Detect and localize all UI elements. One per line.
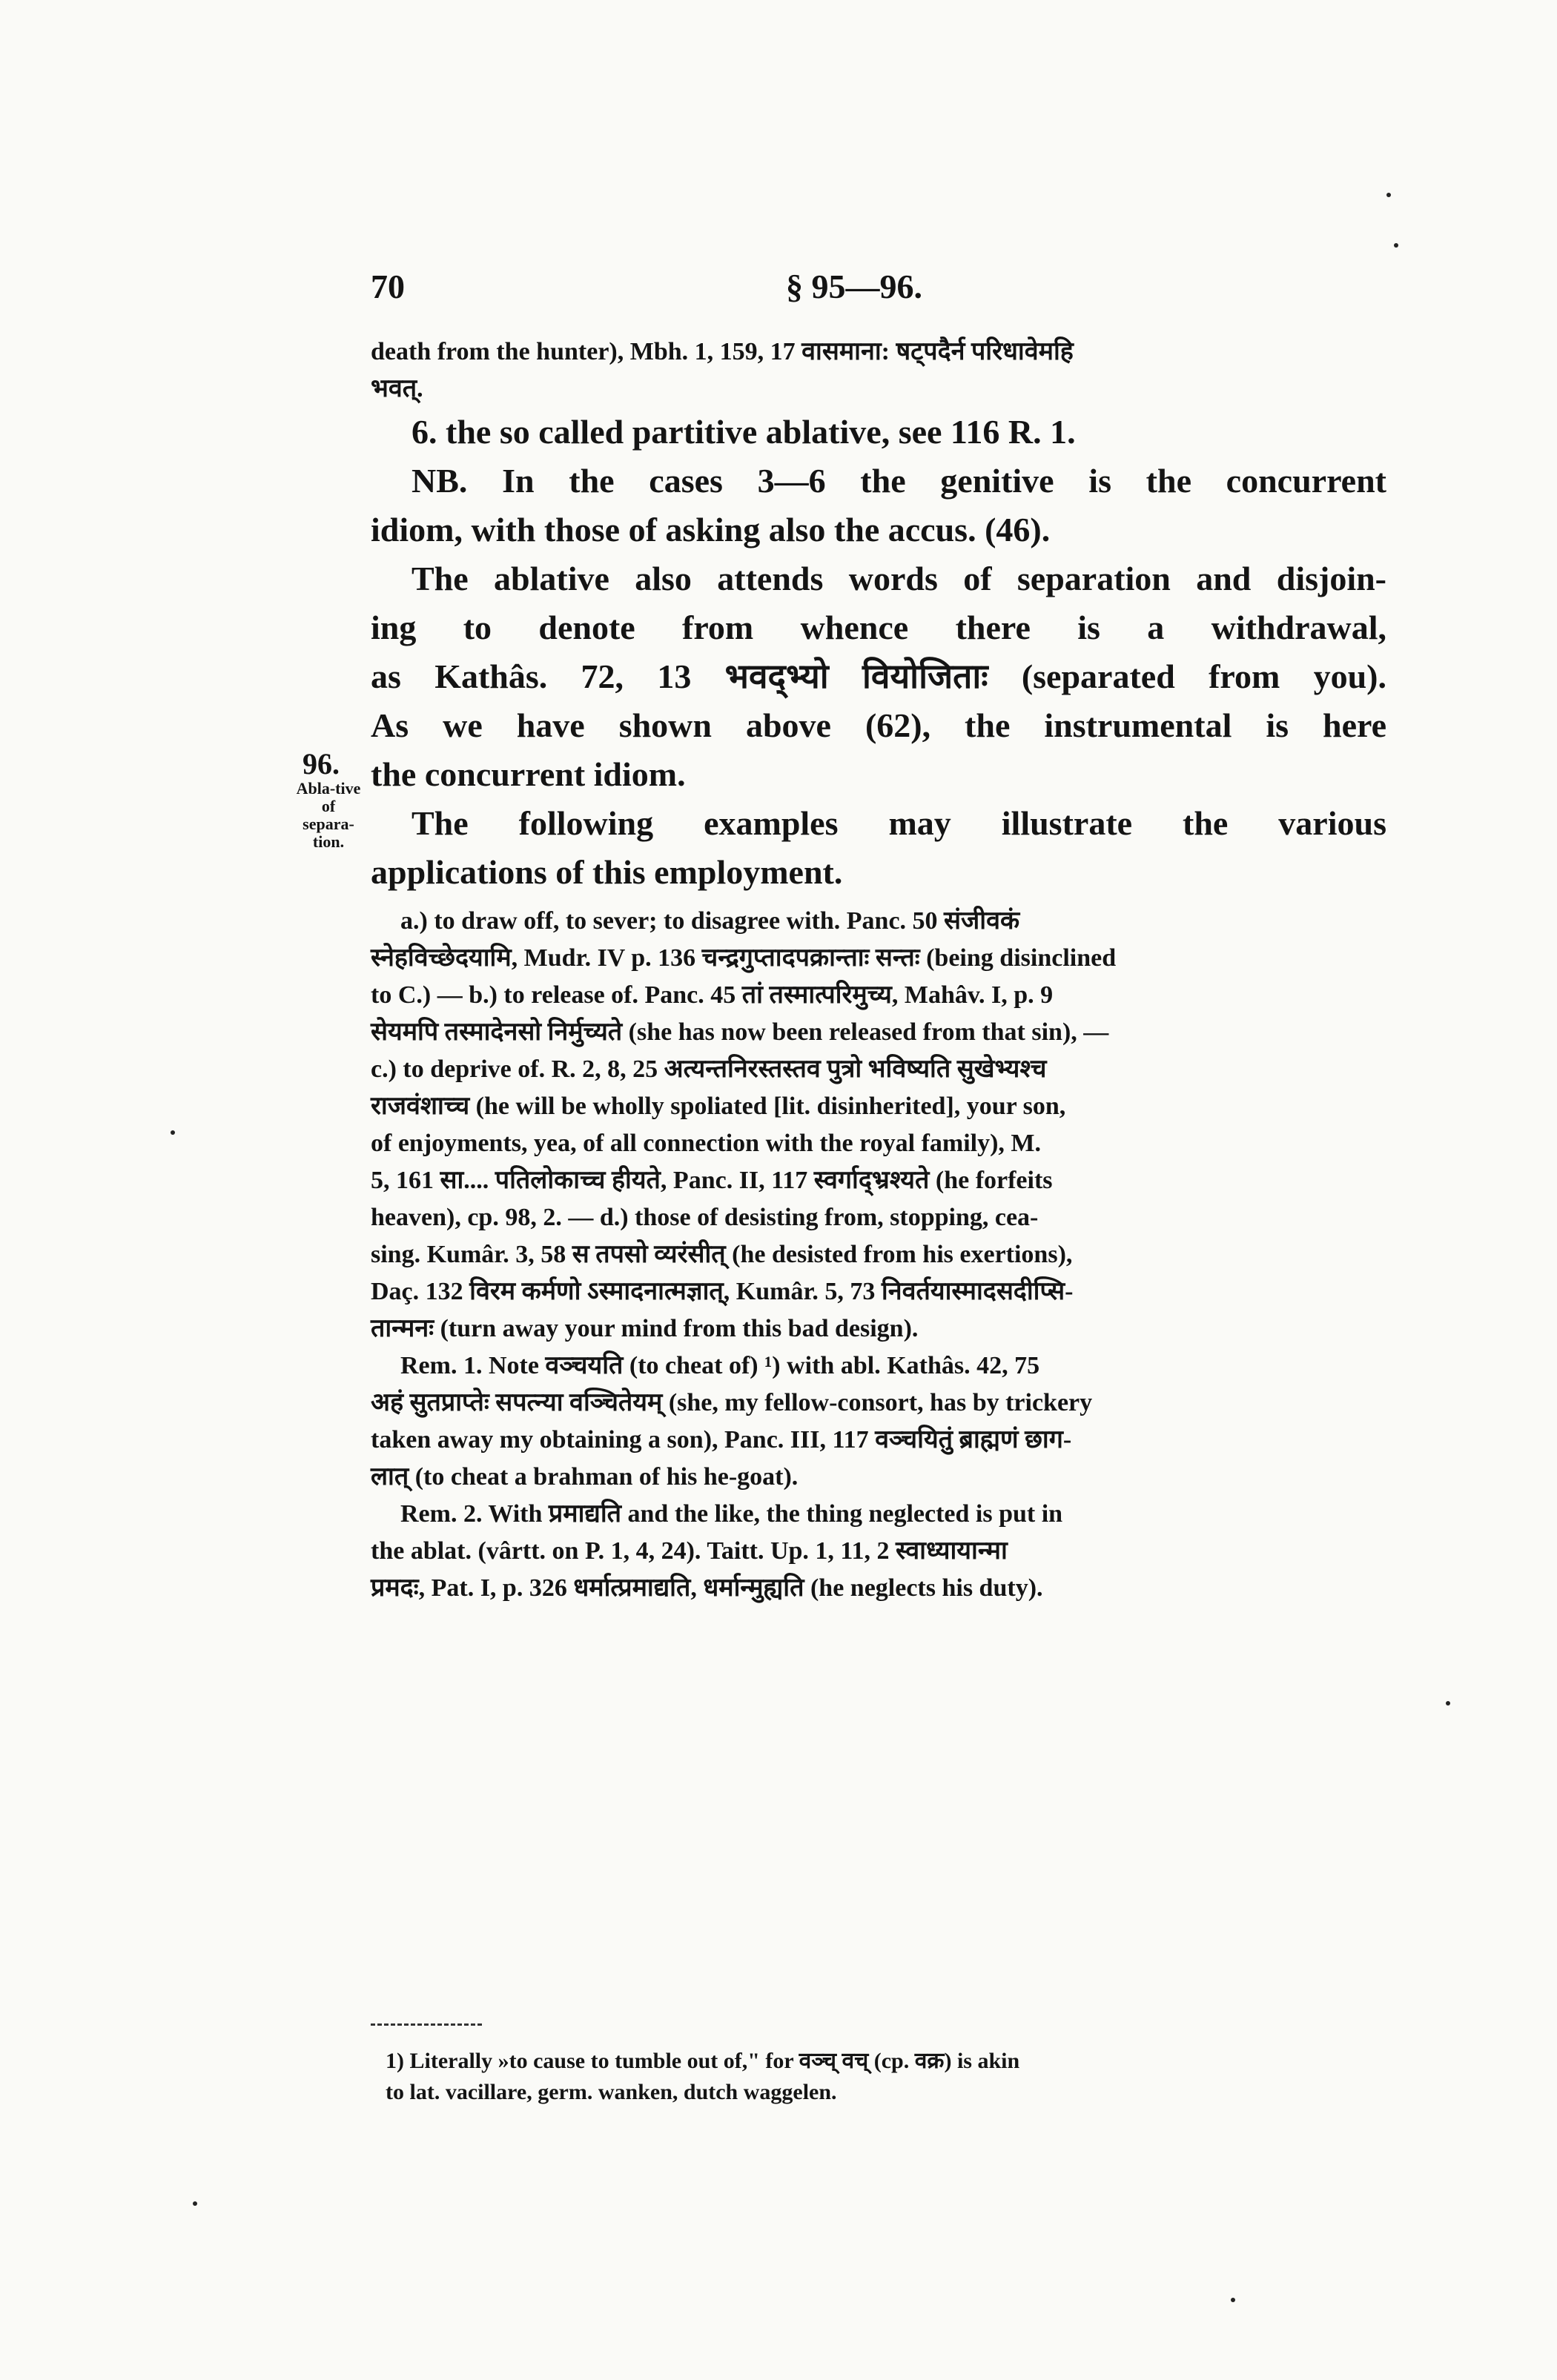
body-line: idiom, with those of asking also the accus. (46). (371, 511, 1051, 548)
body-line: प्रमदः, Pat. I, p. 326 धर्मात्प्रमाद्यति, धर्मान्मुह्यति (he neglects his duty). (371, 1574, 1043, 1602)
body-line: The ablative also attends words of separation and disjoin- (411, 560, 1386, 597)
page-header (371, 267, 1409, 311)
paper-speck (1446, 1701, 1450, 1706)
body-line: 5, 161 सा.... पतिलोकाच्च हीयते, Panc. II, 117 स्वर्गाद्भ्रश्यते (he forfeits (371, 1167, 1053, 1194)
body-line: the ablat. (vârtt. on P. 1, 4, 24). Taitt. Up. 1, 11, 2 स्वाध्यायान्मा (371, 1537, 1008, 1565)
body-line: लात् (to cheat a brahman of his he-goat). (371, 1463, 799, 1491)
body-line: to C.) — b.) to release of. Panc. 45 तां तस्मात्परिमुच्य, Mahâv. I, p. 9 (371, 981, 1054, 1009)
body-line: सेयमपि तस्मादेनसो निर्मुच्यते (she has now been released from that sin), — (371, 1018, 1109, 1046)
page-number: 70 (371, 268, 405, 305)
body-line: राजवंशाच्च (he will be wholly spoliated [lit. disinherited], your son, (371, 1093, 1066, 1120)
body-line: भवत्. (371, 375, 423, 402)
margin-note: Abla-tive of separa-tion. (296, 779, 361, 851)
running-head: § 95—96. (786, 268, 922, 305)
body-line: c.) to deprive of. R. 2, 8, 25 अत्यन्तनिरस्तस्तव पुत्रो भविष्यति सुखेभ्यश्च (371, 1055, 1047, 1083)
body-line: the concurrent idiom. (371, 755, 686, 793)
body-line: अहं सुतप्राप्तेः सपत्न्या वञ्चितेयम् (she, my fellow-consort, has by trickery (371, 1389, 1093, 1416)
body-line: taken away my obtaining a son), Panc. III, 117 वञ्चयितुं ब्राह्मणं छाग- (371, 1426, 1072, 1453)
body-line: applications of this employment. (371, 853, 843, 891)
body-line: as Kathâs. 72, 13 भवद्भ्यो वियोजिताः (separated from you). (371, 657, 1386, 695)
body-line: ing to denote from whence there is a withdrawal, (371, 609, 1386, 646)
paper-speck (1231, 2298, 1235, 2302)
footnote-line: to lat. vacillare, germ. wanken, dutch waggelen. (386, 2080, 837, 2104)
body-text (371, 334, 1386, 1607)
footnote-separator (371, 2023, 482, 2026)
body-line: Rem. 2. With प्रमाद्यति and the like, the thing neglected is put in (400, 1500, 1063, 1528)
body-line: a.) to draw off, to sever; to disagree with. Panc. 50 संजीवकं (400, 907, 1020, 935)
body-line: heaven), cp. 98, 2. — d.) those of desisting from, stopping, cea- (371, 1204, 1039, 1231)
body-line: sing. Kumâr. 3, 58 स तपसो व्यरंसीत् (he desisted from his exertions), (371, 1241, 1073, 1268)
footnote (386, 2046, 1386, 2108)
body-line: Daç. 132 विरम कर्मणो ऽस्मादनात्मज्ञात्, Kumâr. 5, 73 निवर्तयास्मादसदीप्सि- (371, 1278, 1074, 1305)
body-line: Rem. 1. Note वञ्चयति (to cheat of) ¹) with abl. Kathâs. 42, 75 (400, 1352, 1040, 1379)
paper-speck (171, 1130, 175, 1135)
paper-speck (193, 2201, 197, 2206)
footnote-line: 1) Literally »to cause to tumble out of," for वञ्च् वच् (cp. वक्र) is akin (386, 2049, 1020, 2073)
body-line: As we have shown above (62), the instrumental is here (371, 706, 1386, 744)
paper-speck (1386, 193, 1391, 197)
body-line: of enjoyments, yea, of all connection with the royal family), M. (371, 1130, 1042, 1157)
body-line: The following examples may illustrate the various (411, 804, 1386, 842)
body-line: स्नेहविच्छेदयामि, Mudr. IV p. 136 चन्द्रगुप्तादपक्रान्ताः सन्तः (being disinclined (371, 944, 1117, 972)
body-line: death from the hunter), Mbh. 1, 159, 17 वासमाना: षट्पदैर्न परिधावेमहि (371, 338, 1074, 365)
body-line: NB. In the cases 3—6 the genitive is the concurrent (411, 462, 1386, 500)
paper-speck (1394, 243, 1398, 248)
margin-section-number: 96. (303, 747, 340, 780)
body-line: 6. the so called partitive ablative, see 116 R. 1. (411, 413, 1076, 451)
body-line: तान्मनः (turn away your mind from this bad design). (371, 1315, 919, 1342)
